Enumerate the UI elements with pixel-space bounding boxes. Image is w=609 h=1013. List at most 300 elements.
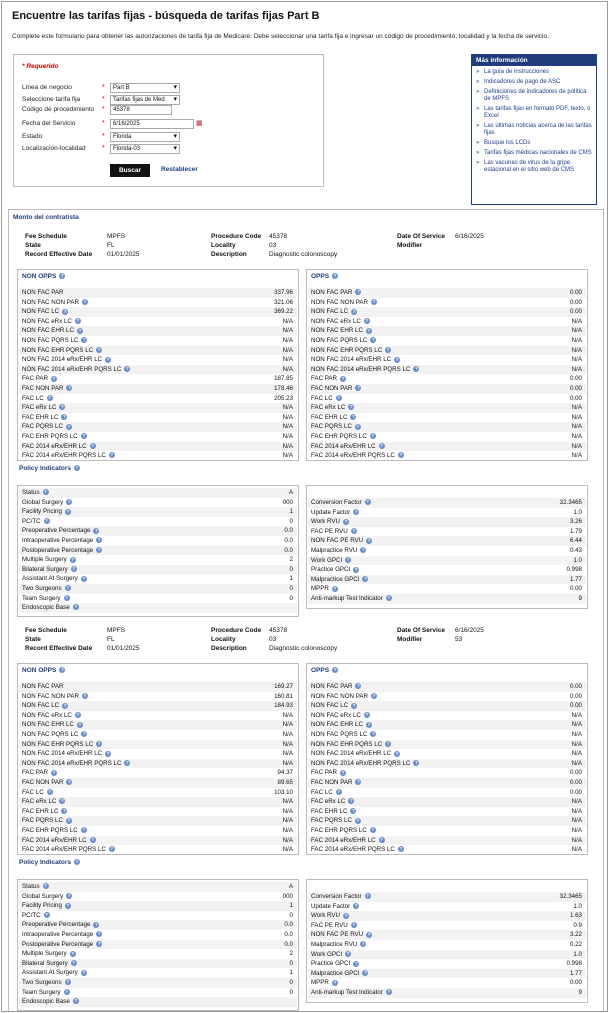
help-icon[interactable]: ?: [344, 912, 348, 918]
help-icon[interactable]: ?: [72, 566, 76, 572]
data-row: [19, 949, 297, 959]
row-value: N/A: [571, 317, 582, 325]
data-row: [19, 374, 297, 384]
row-label: Two Surgeons: [22, 584, 62, 592]
help-icon[interactable]: ?: [364, 970, 367, 976]
help-icon[interactable]: ?: [52, 769, 56, 775]
help-icon[interactable]: ?: [91, 442, 95, 448]
help-icon[interactable]: ?: [63, 414, 66, 420]
help-icon[interactable]: ?: [44, 489, 47, 495]
data-row: [308, 307, 586, 317]
more-info-links: [472, 66, 596, 180]
help-icon[interactable]: ?: [83, 298, 87, 304]
help-icon[interactable]: ?: [78, 721, 82, 727]
search-form: [13, 54, 324, 187]
help-icon[interactable]: ?: [361, 941, 365, 947]
help-icon[interactable]: ?: [82, 969, 86, 975]
select-field[interactable]: Florida-03 ▾: [110, 144, 180, 154]
help-icon[interactable]: ?: [67, 892, 71, 898]
row-value: 0.0: [284, 546, 293, 554]
help-icon[interactable]: ?: [67, 423, 71, 429]
row-list: [308, 498, 586, 604]
help-icon[interactable]: ?: [78, 327, 82, 333]
row-label: NON FAC EHR PQRS LC: [22, 346, 94, 354]
row-label: FAC EHR PQRS LC: [311, 432, 367, 440]
data-row: [308, 575, 586, 585]
data-row: [308, 365, 586, 375]
help-icon[interactable]: ?: [66, 902, 70, 908]
help-icon[interactable]: ?: [366, 499, 369, 505]
row-label: Malpractice GPCI: [311, 969, 360, 977]
help-icon[interactable]: ?: [346, 556, 350, 562]
row-value: 0.22: [569, 940, 582, 948]
data-row: [19, 584, 297, 594]
help-icon[interactable]: ?: [372, 692, 376, 698]
data-row: [308, 556, 586, 566]
row-value: 94.37: [277, 769, 293, 777]
data-row: [19, 892, 297, 902]
data-row: [308, 374, 586, 384]
data-row: [308, 336, 586, 346]
row-value: N/A: [571, 365, 582, 373]
help-icon[interactable]: ?: [82, 827, 86, 833]
help-icon[interactable]: ?: [45, 912, 48, 918]
help-icon[interactable]: ?: [91, 836, 95, 842]
row-label: NON FAC 2014 eRx/EHR LC: [22, 750, 103, 758]
panel-title: OPPS ?: [311, 667, 337, 674]
help-icon[interactable]: ?: [68, 385, 71, 391]
row-value: 0.998: [566, 960, 582, 968]
row-value: 184.93: [274, 702, 293, 710]
row-label: Work RVU: [311, 912, 340, 920]
data-row: [19, 498, 297, 508]
help-icon[interactable]: ?: [352, 702, 356, 708]
row-value: 1.77: [569, 969, 582, 977]
row-value: N/A: [571, 740, 582, 748]
row-list: [19, 488, 297, 613]
help-icon[interactable]: ?: [65, 594, 68, 600]
help-icon[interactable]: ?: [48, 394, 52, 400]
help-icon[interactable]: ?: [380, 442, 384, 448]
more-info-link[interactable]: [476, 69, 592, 76]
more-info-link[interactable]: [476, 79, 592, 86]
data-row: [19, 816, 297, 826]
row-label: NON FAC EHR LC: [22, 327, 74, 335]
row-label: FAC NON PAR: [22, 384, 64, 392]
opps-panel: [306, 663, 588, 855]
help-icon[interactable]: ?: [76, 712, 80, 718]
help-icon[interactable]: ?: [126, 366, 129, 372]
help-icon[interactable]: ?: [357, 779, 360, 785]
help-icon[interactable]: ?: [74, 998, 78, 1004]
link-text: Las vacunas de virus de la gripe estacional en el sitio web de CMS: [484, 160, 575, 173]
more-info-link[interactable]: [476, 150, 592, 157]
help-icon[interactable]: ?: [386, 740, 390, 746]
policy-indicators-title: Policy Indicators ?: [19, 465, 79, 472]
help-icon[interactable]: ?: [365, 712, 369, 718]
row-label: NON FAC EHR LC: [311, 327, 363, 335]
data-row: [19, 394, 297, 404]
row-label: Assistant At Surgery: [22, 575, 78, 583]
header-key: Modifier: [397, 242, 423, 249]
data-row: [308, 355, 586, 365]
help-icon[interactable]: ?: [337, 788, 341, 794]
help-icon[interactable]: ?: [372, 337, 375, 343]
help-icon[interactable]: ?: [75, 859, 79, 865]
header-key: Locality: [211, 636, 236, 643]
row-label: Postoperative Percentage: [22, 546, 94, 554]
help-icon[interactable]: ?: [367, 931, 371, 937]
data-row: [19, 968, 297, 978]
help-icon[interactable]: ?: [367, 327, 371, 333]
row-label: FAC PQRS LC: [311, 817, 352, 825]
help-icon[interactable]: ?: [415, 366, 418, 372]
help-icon[interactable]: ?: [97, 931, 101, 937]
row-value: N/A: [282, 759, 293, 767]
help-icon[interactable]: ?: [357, 683, 360, 689]
row-value: 1.63: [569, 912, 582, 920]
select-field[interactable]: Tarifas fijas de Med ▾: [110, 95, 180, 105]
help-icon[interactable]: ?: [61, 404, 64, 410]
data-row: [308, 394, 586, 404]
help-icon[interactable]: ?: [341, 375, 345, 381]
help-icon[interactable]: ?: [82, 575, 86, 581]
date-input[interactable]: 6/16/2025: [110, 119, 194, 129]
row-label: Postoperative Percentage: [22, 940, 94, 948]
row-value: N/A: [282, 346, 293, 354]
help-icon[interactable]: ?: [354, 960, 358, 966]
chevron-down-icon: ▾: [173, 84, 177, 91]
header-key: Description: [211, 645, 247, 652]
row-value: 0.00: [569, 585, 582, 593]
row-label: Global Surgery: [22, 498, 64, 506]
help-icon[interactable]: ?: [97, 940, 101, 946]
help-icon[interactable]: ?: [97, 346, 101, 352]
row-value: 160.81: [274, 692, 293, 700]
help-icon[interactable]: ?: [387, 595, 391, 601]
chevron-down-icon: ▾: [173, 133, 177, 140]
row-value: 0.00: [569, 683, 582, 690]
row-label: FAC 2014 eRx/EHR PQRS LC: [22, 452, 106, 460]
help-icon[interactable]: ?: [372, 298, 376, 304]
help-icon[interactable]: ?: [352, 808, 355, 814]
help-icon[interactable]: ?: [352, 528, 356, 534]
data-row: [19, 432, 297, 442]
data-row: [308, 517, 586, 527]
row-value: 32.3465: [559, 499, 582, 506]
row-value: 0.0: [284, 527, 293, 535]
page-title: Encuentre las tarifas fijas - búsqueda de tarifas fijas Part B: [12, 10, 320, 22]
row-label: FAC PAR: [22, 375, 49, 383]
data-row: [19, 355, 297, 365]
help-icon[interactable]: ?: [44, 883, 47, 889]
help-icon[interactable]: ?: [371, 433, 375, 439]
row-value: N/A: [571, 817, 582, 825]
row-label: FAC PQRS LC: [22, 817, 63, 825]
data-row: [308, 902, 586, 912]
header-value: 01/01/2025: [107, 251, 140, 258]
more-info-link[interactable]: [476, 123, 592, 137]
data-row: [19, 451, 297, 461]
row-value: 0.00: [569, 769, 582, 777]
help-icon[interactable]: ?: [68, 779, 71, 785]
help-icon[interactable]: ?: [65, 988, 68, 994]
help-icon[interactable]: ?: [344, 518, 348, 524]
help-icon[interactable]: ?: [354, 508, 358, 514]
help-icon[interactable]: ?: [63, 808, 66, 814]
row-value: 0: [289, 911, 293, 919]
help-icon[interactable]: ?: [61, 798, 64, 804]
row-value: 0.00: [569, 788, 582, 796]
search-button[interactable]: Buscar: [110, 164, 150, 177]
row-value: 1: [289, 508, 293, 516]
row-value: 9: [578, 988, 582, 996]
help-icon[interactable]: ?: [350, 404, 353, 410]
chevron-down-icon: ▾: [173, 96, 177, 103]
help-icon[interactable]: ?: [366, 893, 369, 899]
help-icon[interactable]: ?: [95, 527, 98, 533]
row-label: FAC eRx LC: [22, 404, 57, 412]
help-icon[interactable]: ?: [45, 518, 48, 524]
data-row: [19, 336, 297, 346]
help-icon[interactable]: ?: [83, 337, 86, 343]
row-value: 169.27: [274, 683, 293, 690]
data-row: [308, 413, 586, 423]
row-label: NON FAC LC: [311, 308, 349, 316]
non-opps-panel: [17, 663, 299, 855]
help-icon[interactable]: ?: [97, 537, 101, 543]
help-icon[interactable]: ?: [95, 921, 98, 927]
data-row: [19, 488, 297, 498]
help-icon[interactable]: ?: [356, 423, 360, 429]
data-row: [308, 346, 586, 356]
link-text: Busque los LCDs: [484, 140, 531, 146]
help-icon[interactable]: ?: [337, 394, 341, 400]
row-label: FAC NON PAR: [311, 384, 353, 392]
row-value: N/A: [282, 413, 293, 421]
row-list: [308, 892, 586, 998]
help-icon[interactable]: ?: [67, 498, 71, 504]
row-value: N/A: [571, 346, 582, 354]
help-icon[interactable]: ?: [333, 585, 337, 591]
row-value: N/A: [282, 442, 293, 450]
reset-link[interactable]: Restablecer: [161, 166, 198, 173]
header-key: Fee Schedule: [25, 233, 67, 240]
row-value: N/A: [282, 432, 293, 440]
help-icon[interactable]: ?: [74, 604, 78, 610]
help-icon[interactable]: ?: [63, 702, 67, 708]
header-value: 03: [269, 242, 277, 249]
help-icon[interactable]: ?: [106, 750, 110, 756]
row-label: NON FAC PQRS LC: [22, 730, 79, 738]
row-value: 2: [289, 556, 293, 564]
row-label: NON FAC 2014 eRx/EHR PQRS LC: [22, 759, 122, 767]
required-asterisk: *: [102, 96, 105, 103]
header-key: Procedure Code: [211, 233, 262, 240]
help-icon[interactable]: ?: [354, 566, 358, 572]
help-icon[interactable]: ?: [97, 546, 101, 552]
help-icon[interactable]: ?: [82, 433, 86, 439]
data-row: [308, 451, 586, 461]
help-icon[interactable]: ?: [367, 537, 371, 543]
header-key: Procedure Code: [211, 627, 262, 634]
row-value: N/A: [571, 750, 582, 758]
help-icon[interactable]: ?: [110, 846, 114, 852]
help-icon[interactable]: ?: [72, 960, 76, 966]
header-key: Locality: [211, 242, 236, 249]
help-icon[interactable]: ?: [52, 375, 56, 381]
help-icon[interactable]: ?: [380, 836, 384, 842]
help-icon[interactable]: ?: [126, 760, 129, 766]
help-icon[interactable]: ?: [48, 788, 52, 794]
rvu-factors-panel: [306, 485, 588, 609]
help-icon[interactable]: ?: [66, 979, 69, 985]
help-icon[interactable]: ?: [60, 667, 64, 673]
header-value: 01/01/2025: [107, 645, 140, 652]
row-label: FAC LC: [22, 394, 44, 402]
help-icon[interactable]: ?: [364, 576, 367, 582]
help-icon[interactable]: ?: [350, 798, 353, 804]
header-value: 6/16/2025: [455, 627, 484, 634]
help-icon[interactable]: ?: [67, 817, 71, 823]
data-row: [308, 797, 586, 807]
row-value: N/A: [571, 730, 582, 738]
help-icon[interactable]: ?: [83, 692, 87, 698]
help-icon[interactable]: ?: [352, 308, 356, 314]
more-info-link[interactable]: [476, 140, 592, 147]
select-field[interactable]: Part B ▾: [110, 83, 180, 93]
help-icon[interactable]: ?: [333, 273, 337, 279]
policy-indicators-title: Policy Indicators ?: [19, 859, 79, 866]
data-row: [19, 920, 297, 930]
row-label: FAC PAR: [311, 769, 338, 777]
row-value: N/A: [571, 826, 582, 834]
help-icon[interactable]: ?: [357, 289, 360, 295]
double-arrow-icon: »: [476, 79, 480, 85]
data-row: [19, 807, 297, 817]
help-icon[interactable]: ?: [333, 979, 337, 985]
data-row: [19, 730, 297, 740]
help-icon[interactable]: ?: [83, 731, 86, 737]
help-icon[interactable]: ?: [71, 556, 75, 562]
row-value: N/A: [282, 711, 293, 719]
help-icon[interactable]: ?: [415, 760, 418, 766]
form-field-row: [22, 144, 322, 155]
help-icon[interactable]: ?: [356, 817, 360, 823]
data-row: [19, 911, 297, 921]
help-icon[interactable]: ?: [75, 465, 79, 471]
data-row: [308, 969, 586, 979]
data-row: [19, 778, 297, 788]
help-icon[interactable]: ?: [372, 731, 375, 737]
help-icon[interactable]: ?: [352, 922, 356, 928]
help-icon[interactable]: ?: [346, 950, 350, 956]
help-icon[interactable]: ?: [76, 318, 80, 324]
row-value: 0.00: [569, 289, 582, 296]
row-label: Preoperative Percentage: [22, 527, 91, 535]
text-input[interactable]: 45378: [110, 105, 172, 115]
field-label: Seleccione tarifa fija: [22, 96, 81, 103]
row-label: NON FAC PAR: [311, 683, 353, 690]
row-label: FAC 2014 eRx/EHR PQRS LC: [311, 846, 395, 854]
help-icon[interactable]: ?: [367, 721, 371, 727]
help-icon[interactable]: ?: [365, 318, 369, 324]
help-icon[interactable]: ?: [399, 452, 403, 458]
data-row: [19, 988, 297, 998]
help-icon[interactable]: ?: [63, 308, 67, 314]
help-icon[interactable]: ?: [333, 667, 337, 673]
data-row: [308, 288, 586, 298]
help-icon[interactable]: ?: [106, 356, 110, 362]
required-asterisk: *: [102, 106, 105, 113]
data-row: [19, 797, 297, 807]
help-icon[interactable]: ?: [354, 902, 358, 908]
data-row: [19, 546, 297, 556]
help-icon[interactable]: ?: [357, 385, 360, 391]
row-label: NON FAC NON PAR: [311, 692, 368, 700]
data-row: [308, 508, 586, 518]
help-icon[interactable]: ?: [387, 989, 391, 995]
help-icon[interactable]: ?: [361, 547, 365, 553]
help-icon[interactable]: ?: [386, 346, 390, 352]
data-row: [308, 778, 586, 788]
row-value: 1: [289, 575, 293, 583]
data-row: [308, 384, 586, 394]
field-label: Fecha del Servicio: [22, 120, 76, 127]
more-info-link[interactable]: [476, 106, 592, 120]
row-value: 0: [289, 988, 293, 996]
row-value: 1: [289, 969, 293, 977]
help-icon[interactable]: ?: [60, 273, 64, 279]
data-row: [308, 442, 586, 452]
row-value: 1.0: [573, 508, 582, 516]
calendar-icon[interactable]: ▦: [196, 120, 203, 127]
help-icon[interactable]: ?: [66, 508, 70, 514]
help-icon[interactable]: ?: [371, 827, 375, 833]
row-label: Work RVU: [311, 518, 340, 526]
row-value: 0.00: [569, 308, 582, 316]
data-row: [19, 307, 297, 317]
help-icon[interactable]: ?: [395, 750, 399, 756]
row-value: N/A: [571, 836, 582, 844]
data-row: [19, 978, 297, 988]
help-icon[interactable]: ?: [110, 452, 114, 458]
row-label: FAC 2014 eRx/EHR LC: [311, 442, 376, 450]
row-value: N/A: [282, 730, 293, 738]
row-label: NON FAC EHR PQRS LC: [311, 740, 383, 748]
data-row: [19, 768, 297, 778]
help-icon[interactable]: ?: [341, 769, 345, 775]
double-arrow-icon: »: [476, 106, 480, 112]
help-icon[interactable]: ?: [66, 585, 69, 591]
help-icon[interactable]: ?: [97, 740, 101, 746]
header-value: 6/16/2025: [455, 233, 484, 240]
row-value: 103.10: [274, 788, 293, 796]
more-info-link[interactable]: [476, 89, 592, 103]
header-key: Date Of Service: [397, 233, 446, 240]
row-label: FAC EHR PQRS LC: [22, 432, 78, 440]
row-value: N/A: [282, 740, 293, 748]
help-icon[interactable]: ?: [71, 950, 75, 956]
row-label: FAC PQRS LC: [22, 423, 63, 431]
select-field[interactable]: Florida ▾: [110, 132, 180, 142]
more-info-link[interactable]: [476, 160, 592, 174]
help-icon[interactable]: ?: [399, 846, 403, 852]
row-value: 1.77: [569, 575, 582, 583]
help-icon[interactable]: ?: [395, 356, 399, 362]
row-value: N/A: [282, 750, 293, 758]
help-icon[interactable]: ?: [352, 414, 355, 420]
